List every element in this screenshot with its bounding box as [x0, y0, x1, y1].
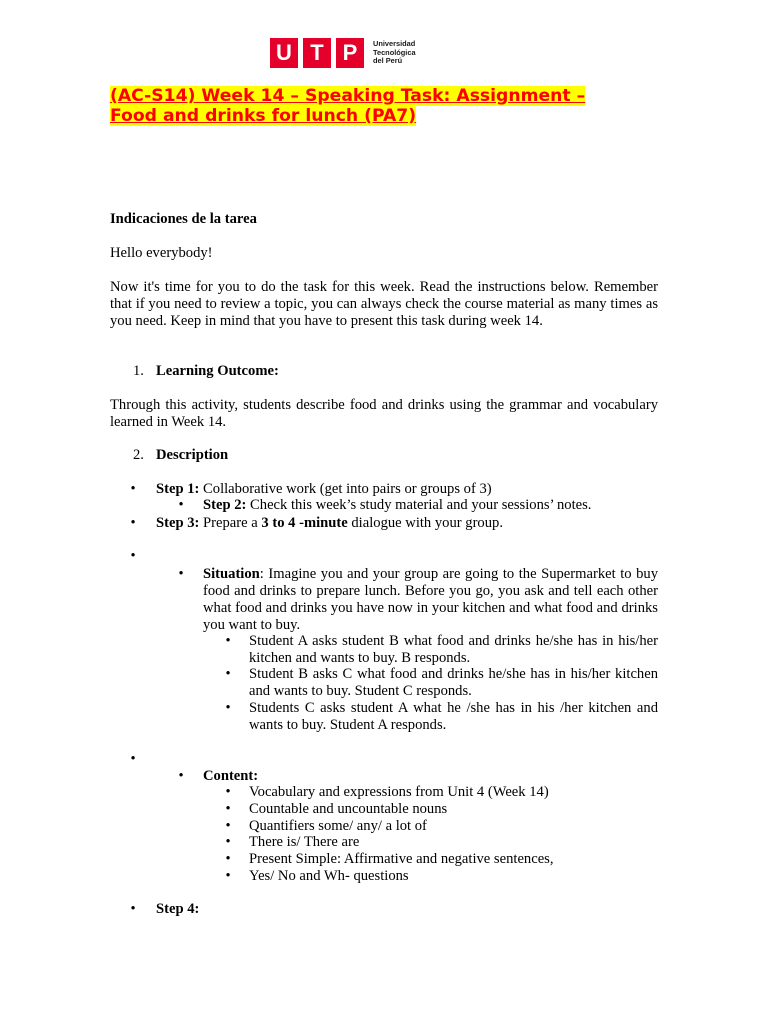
bullet: •: [225, 868, 231, 884]
logo-university-name: Universidad Tecnológica del Perú: [373, 39, 416, 66]
logo-letter-t: T: [303, 38, 331, 68]
section-heading: Indicaciones de la tarea: [110, 211, 257, 227]
content-heading: Content:: [203, 768, 259, 784]
bullet: •: [225, 666, 231, 682]
content-item: There is/ There are: [249, 834, 360, 850]
bullet: •: [225, 801, 231, 817]
content-item: Countable and uncountable nouns: [249, 801, 448, 817]
content-item: Quantifiers some/ any/ a lot of: [249, 818, 427, 834]
step-2: Step 2: Check this week’s study material and your sessions’ notes.: [203, 497, 592, 513]
content-item: Vocabulary and expressions from Unit 4 (Week 14): [249, 784, 549, 800]
intro-paragraph: Now it's time for you to do the task for this week. Read the instructions below. Remember that if you need to review a topic, you can always check the course material as many times as you need. Keep in mind that you have to present this task during week 14.: [110, 279, 658, 329]
logo-letter-p: P: [336, 38, 364, 68]
title-line-2: Food and drinks for lunch (PA7): [110, 106, 417, 126]
bullet: •: [225, 633, 231, 649]
situation-item: Students C asks student A what he /she has in his /her kitchen and wants to buy. Student A responds.: [249, 700, 658, 733]
bullet: •: [225, 851, 231, 867]
logo-letter-u: U: [270, 38, 298, 68]
bullet: •: [225, 700, 231, 716]
bullet: •: [225, 834, 231, 850]
bullet: •: [130, 515, 136, 531]
content-item: Present Simple: Affirmative and negative sentences,: [249, 851, 554, 867]
utp-logo: [270, 38, 416, 68]
bullet: •: [178, 497, 184, 513]
step-3: Step 3: Prepare a 3 to 4 -minute dialogue with your group.: [156, 515, 503, 531]
bullet: •: [130, 548, 136, 564]
situation-item: Student A asks student B what food and drinks he/she has in his/her kitchen and wants to buy. B responds.: [249, 633, 658, 666]
bullet: •: [225, 784, 231, 800]
bullet: •: [130, 481, 136, 497]
description-heading: Description: [156, 447, 229, 463]
situation: Situation: Imagine you and your group are going to the Supermarket to buy food and drinks to prepare lunch. Before you go, you ask and tell each other what food and drinks you have now in your kitchen and what food and drinks you want to buy.: [203, 566, 658, 633]
step-1: Step 1: Collaborative work (get into pairs or groups of 3): [156, 481, 492, 497]
bullet: •: [178, 768, 184, 784]
situation-item: Student B asks C what food and drinks he/she has in his/her kitchen and wants to buy. Student C responds.: [249, 666, 658, 699]
description-number: 2.: [133, 447, 144, 463]
bullet: •: [130, 751, 136, 767]
learning-outcome-heading: Learning Outcome:: [156, 363, 279, 379]
title-line-1: (AC-S14) Week 14 – Speaking Task: Assignment –: [110, 86, 586, 106]
greeting: Hello everybody!: [110, 245, 213, 261]
bullet: •: [130, 901, 136, 917]
bullet: •: [225, 818, 231, 834]
bullet: •: [178, 566, 184, 582]
learning-outcome-number: 1.: [133, 363, 144, 379]
learning-outcome-text: Through this activity, students describe food and drinks using the grammar and vocabulary learned in Week 14.: [110, 397, 658, 430]
content-item: Yes/ No and Wh- questions: [249, 868, 409, 884]
step-4: Step 4:: [156, 901, 200, 917]
document-title: [110, 86, 662, 126]
